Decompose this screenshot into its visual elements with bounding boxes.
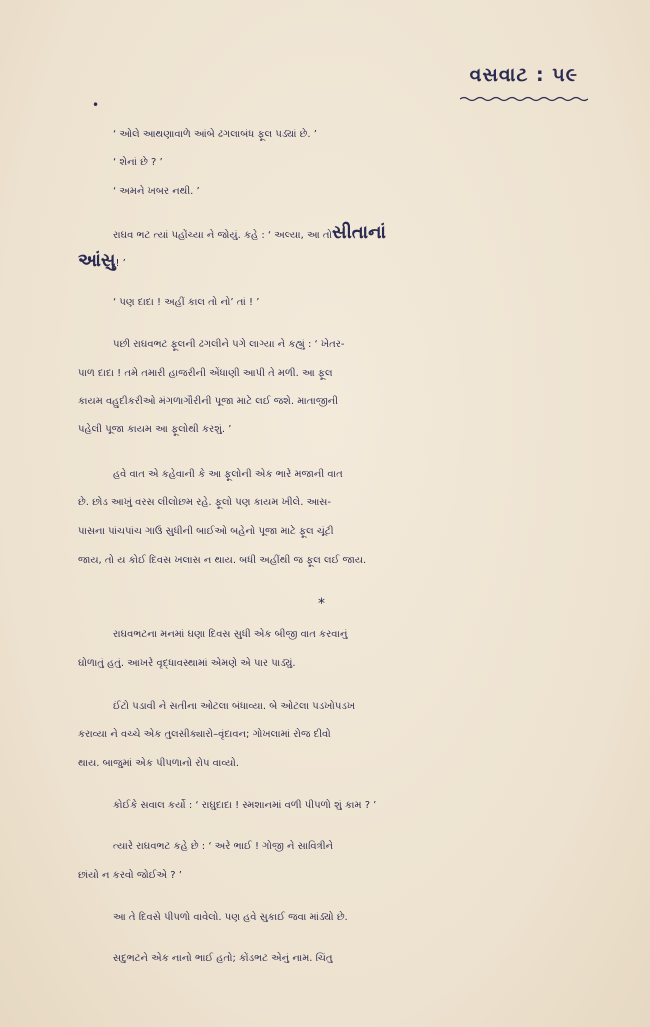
text-line: ‘ અમને ખબર નથી. ’ — [113, 186, 200, 197]
text-line: હવે વાત એ કહેવાની કે આ ફૂલોની એક ભારે મજાની વાત — [113, 469, 343, 480]
text-line: ‘ પણ દાદા ! અહીં કાલ તો નો’ તાં ! ’ — [113, 297, 260, 308]
header-wavy-rule — [460, 96, 588, 102]
decorative-dot: • — [92, 98, 100, 112]
page-header: વસવાટ : ૫૯ — [469, 64, 578, 86]
text-line: ઈંટો પડાવી ને સતીના ઓટલા બંધાવ્યા. બે ઓટલા પડખોપડખ — [113, 701, 356, 712]
text-line: ‘ શેનાં છે ? ’ — [113, 157, 163, 168]
text-line: કાયમ વહુદીકરીઓ મંગળાગૌરીની પૂજા માટે લઈ જશે. માતાજીની — [78, 396, 338, 407]
text-line: કોઈકે સવાલ કર્યો : ‘ રાઘુદાદા ! સ્મશાનમાં વળી પીપળો શું કામ ? ’ — [113, 800, 377, 811]
text-line: પહેલી પૂજા કાયમ આ ફૂલોથી કરશું. ’ — [78, 424, 232, 435]
section-separator: * — [318, 596, 325, 612]
text-line: થાય. બાજુમાં એક પીપળાનો રોપ વાવ્યો. — [78, 758, 240, 769]
text-line: ઘોળાતું હતું. આખરે વૃદ્ધાવસ્થામાં એમણે એ પાર પાડ્યું. — [78, 658, 296, 669]
emphasized-word: આંસુ — [78, 250, 116, 271]
text-line: જાય, તો ય કોઈ દિવસ ખલાસ ન થાય. બધી અહીંથી જ ફૂલ લઈ જાય. — [78, 555, 367, 566]
text-line: છે. છોડ આખું વરસ લીલોછમ રહે. ફૂલો પણ કાયમ ખીલે. આસ- — [78, 497, 332, 508]
text-line: પાસના પાંચપાંચ ગાઉ સુધીની બાઈઓ બહેનો પૂજા માટે ફૂલ ચૂંટી — [78, 526, 334, 537]
text-line: આ તે દિવસે પીપળો વાવેલો. પણ હવે સુકાઈ જવા માંડ્યો છે. — [113, 912, 348, 923]
text-line: આંસુ! ’ — [78, 250, 126, 271]
emphasized-word: સીતાનાં — [332, 222, 386, 243]
text-line: કરાવ્યા ને વચ્ચે એક તુલસીક્યારો–વૃંદાવન; ગોખલામાં રોજ દીવો — [78, 729, 331, 740]
text-line: છાંયો ન કરવો જોઈએ ? ’ — [78, 870, 182, 881]
text-line: પાળ દાદા ! તમે તમારી હાજરીની એંધાણી આપી તે મળી. આ ફૂલ — [78, 368, 333, 379]
text-line: રાઘવ ભટ ત્યાં પહોંચ્યા ને જોયું. કહે : ‘ અલ્યા, આ તોસીતાનાં — [113, 222, 386, 243]
text-line: સદુભટને એક નાનો ભાઈ હતો; કોંડભટ એનું નામ. ચિંતુ — [113, 953, 333, 964]
text-line: ત્યારે રાઘવભટ કહે છે : ‘ અરે ભાઈ ! ગોજી ને સાવિત્રીને — [113, 841, 334, 852]
text-line: પછી રાઘવભટ ફૂલની ઢગલીને પગે લાગ્યા ને કહ્યું : ‘ ખેતર- — [113, 339, 345, 350]
text-line: ‘ ઓલે આથણાવાળે આંબે ઢગલાબંધ ફૂલ પડ્યાં છે. ’ — [113, 129, 317, 140]
text-line: રાઘવભટના મનમાં ઘણા દિવસ સુધી એક બીજી વાત કરવાનું — [113, 629, 348, 640]
